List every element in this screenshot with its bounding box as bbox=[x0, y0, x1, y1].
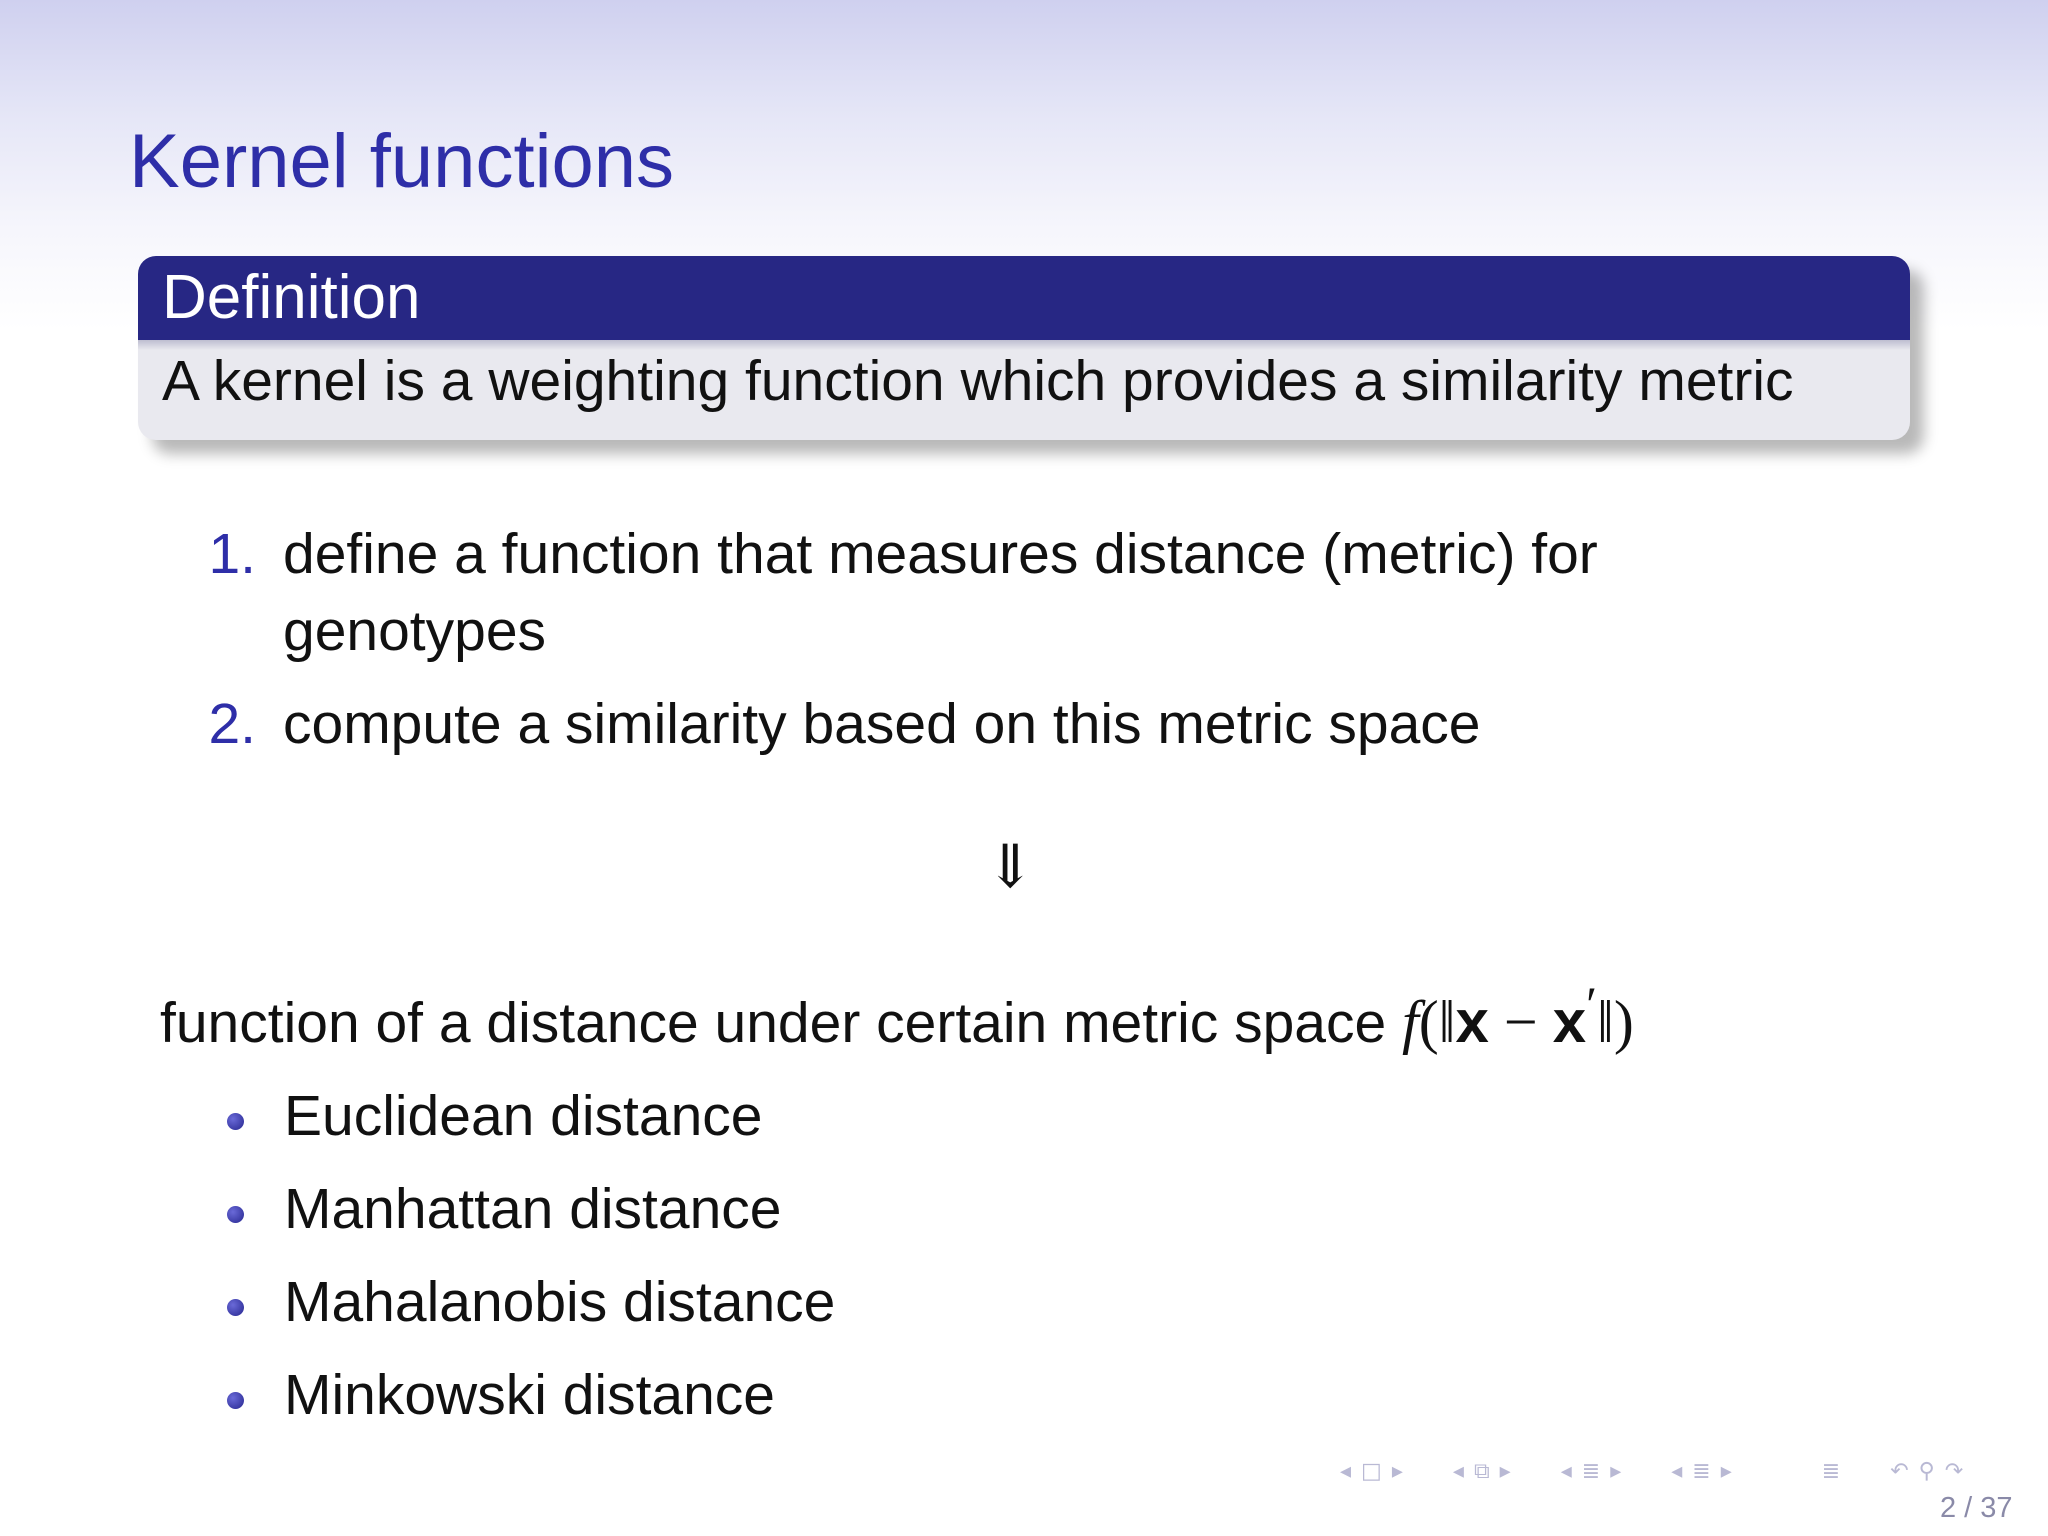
step-text: define a function that measures distance (metric) for genotypes bbox=[283, 522, 1598, 663]
beamer-navigation bbox=[1335, 1455, 1968, 1487]
list-item-text: Manhattan distance bbox=[284, 1177, 782, 1241]
subsection-prev-icon[interactable]: ◂ bbox=[1560, 1458, 1572, 1484]
toc-icon[interactable]: ≣ bbox=[1821, 1458, 1841, 1484]
bullet-icon bbox=[227, 1113, 244, 1130]
step-number: 1. bbox=[208, 522, 256, 586]
formula-prime: ′ bbox=[1586, 976, 1598, 1032]
section-icon[interactable]: ≣ bbox=[1692, 1458, 1711, 1484]
slide-prev-icon[interactable]: ◂ bbox=[1340, 1458, 1352, 1484]
slide-title: Kernel functions bbox=[129, 119, 674, 204]
section-next-icon[interactable]: ▸ bbox=[1720, 1458, 1732, 1484]
list-item-text: Mahalanobis distance bbox=[284, 1270, 836, 1334]
frame-next-icon[interactable]: ▸ bbox=[1499, 1458, 1511, 1484]
subsection-icon[interactable]: ≣ bbox=[1581, 1458, 1601, 1484]
section-prev-icon[interactable]: ◂ bbox=[1671, 1458, 1683, 1484]
distance-function-line bbox=[160, 975, 1634, 1057]
search-icon[interactable]: ⚲ bbox=[1918, 1458, 1935, 1484]
subsection-next-icon[interactable]: ▸ bbox=[1610, 1458, 1622, 1484]
formula-x: x bbox=[1455, 988, 1489, 1055]
list-item-text: Euclidean distance bbox=[284, 1084, 763, 1148]
formula-x-prime: x bbox=[1552, 988, 1587, 1055]
page-counter: 2 / 37 bbox=[1940, 1492, 2013, 1524]
frame-icon[interactable]: ⧉ bbox=[1473, 1458, 1490, 1484]
slide-next-icon[interactable]: ▸ bbox=[1391, 1458, 1403, 1484]
definition-heading: Definition bbox=[138, 256, 1910, 340]
list-item-text: Minkowski distance bbox=[284, 1363, 776, 1427]
formula-close: ‖) bbox=[1597, 989, 1634, 1055]
distance-formula bbox=[1402, 976, 1634, 1055]
bullet-icon bbox=[227, 1206, 244, 1223]
bullet-icon bbox=[227, 1299, 244, 1316]
definition-block bbox=[138, 256, 1910, 440]
forward-icon[interactable]: ↷ bbox=[1944, 1458, 1964, 1484]
step-number: 2. bbox=[208, 692, 256, 756]
formula-f: f bbox=[1402, 989, 1419, 1055]
implies-arrow: ⇓ bbox=[985, 832, 1036, 902]
step-text: compute a similarity based on this metric space bbox=[283, 692, 1481, 756]
formula-text: function of a distance under certain metric space bbox=[160, 991, 1387, 1055]
slide-icon[interactable]: □ bbox=[1361, 1458, 1382, 1484]
formula-open: (‖ bbox=[1418, 989, 1456, 1055]
back-icon[interactable]: ↶ bbox=[1890, 1458, 1909, 1484]
definition-body: A kernel is a weighting function which provides a similarity metric bbox=[162, 349, 1794, 413]
bullet-icon bbox=[227, 1392, 244, 1409]
formula-minus: − bbox=[1488, 989, 1553, 1055]
frame-prev-icon[interactable]: ◂ bbox=[1452, 1458, 1464, 1484]
